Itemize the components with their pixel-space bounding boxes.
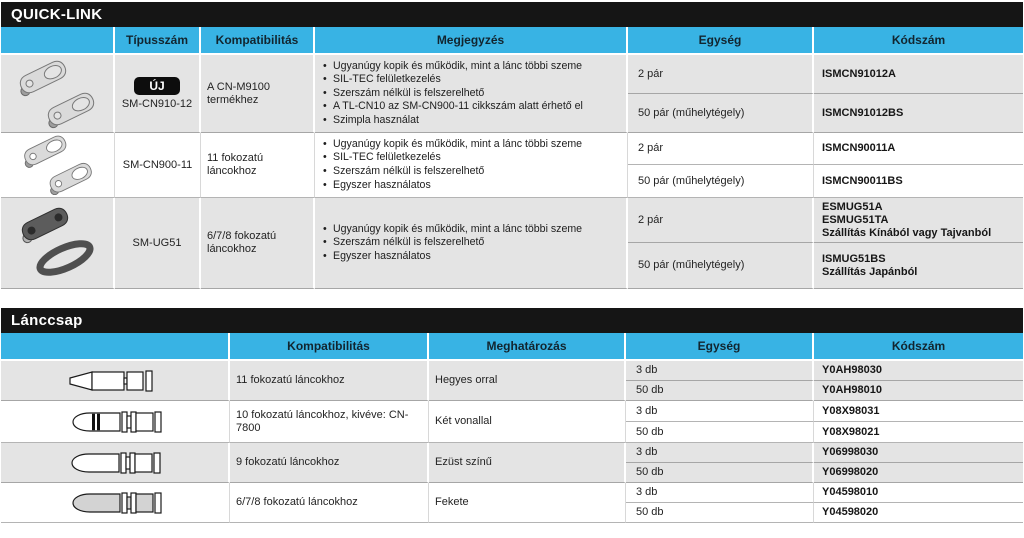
egyseg-cell: 3 db: [626, 401, 814, 422]
tipusszam-cell: SM-CN900-11: [115, 133, 201, 198]
kompatibilitas-cell: 9 fokozatú láncokhoz: [230, 443, 429, 483]
kodszam-cell: ISMCN90011BS: [814, 165, 1023, 198]
meghatarozas-cell: Ezüst színű: [429, 443, 626, 483]
column-header-kodszam: Kódszám: [814, 27, 1023, 55]
lanccsap-title-bar: Lánccsap: [1, 308, 1023, 333]
column-header-kompatibilitas: Kompatibilitás: [230, 333, 429, 361]
note-line: • Ugyanúgy kopik és működik, mint a lánc többi szeme: [323, 223, 620, 237]
quicklink-table: [1, 27, 1023, 289]
table-row: [1, 443, 1023, 463]
product-image-cell: [1, 401, 230, 443]
megjegyzes-cell: [315, 55, 628, 133]
lanccsap-header-row: [1, 333, 1023, 361]
kodszam-cell: Y08X98021: [814, 422, 1023, 443]
meghatarozas-cell: Két vonallal: [429, 401, 626, 443]
egyseg-cell: 3 db: [626, 361, 814, 381]
kodszam-cell: Y0AH98010: [814, 381, 1023, 401]
table-row: [1, 483, 1023, 503]
chain-pin-two-lines-icon: [68, 410, 163, 434]
master-link-dark-icon: [7, 203, 107, 283]
note-line: • SIL-TEC felületkezelés: [323, 151, 621, 165]
kodszam-cell: [814, 198, 1023, 243]
product-image-cell: [1, 55, 115, 133]
table-row: [1, 133, 1023, 165]
table-row: [1, 401, 1023, 422]
kodszam-cell: Y06998020: [814, 463, 1023, 483]
product-image-cell: [1, 133, 115, 198]
tipusszam-cell: SM-UG51: [115, 198, 201, 289]
meghatarozas-cell: Hegyes orral: [429, 361, 626, 401]
egyseg-cell: 3 db: [626, 483, 814, 503]
egyseg-cell: 50 db: [626, 503, 814, 523]
note-line: • Szerszám nélkül is felszerelhető: [323, 87, 620, 101]
new-badge: ÚJ: [134, 77, 179, 95]
kompatibilitas-cell: 6/7/8 fokozatú láncokhoz: [201, 198, 315, 289]
column-header-megjegyzes: Megjegyzés: [315, 27, 628, 55]
egyseg-cell: 50 pár (műhelytégely): [628, 243, 814, 289]
column-header-kodszam: Kódszám: [814, 333, 1023, 361]
shipping-note: Szállítás Kínából vagy Tajvanból: [822, 226, 992, 239]
tipusszam-cell: [115, 55, 201, 133]
megjegyzes-cell: [315, 198, 628, 289]
quicklink-title-bar: QUICK-LINK: [1, 2, 1023, 27]
product-image-cell: [1, 198, 115, 289]
column-header-egyseg: Egység: [626, 333, 814, 361]
table-row: [1, 55, 1023, 94]
column-header-tipusszam: Típusszám: [115, 27, 201, 55]
egyseg-cell: 50 db: [626, 422, 814, 443]
product-image-cell: [1, 483, 230, 523]
kodszam-cell: Y04598020: [814, 503, 1023, 523]
note-line: • SIL-TEC felületkezelés: [323, 73, 620, 87]
kodszam-cell: ISMCN91012A: [814, 55, 1023, 94]
kodszam-cell: Y04598010: [814, 483, 1023, 503]
kodszam-cell: [814, 243, 1023, 289]
kompatibilitas-cell: 10 fokozatú láncokhoz, kivéve: CN-7800: [230, 401, 429, 443]
column-header-meghatarozas: Meghatározás: [429, 333, 626, 361]
megjegyzes-cell: [315, 133, 628, 198]
note-line: • Szimpla használat: [323, 114, 620, 128]
kodszam-cell: Y0AH98030: [814, 361, 1023, 381]
kompatibilitas-cell: 11 fokozatú láncokhoz: [230, 361, 429, 401]
note-line: • A TL-CN10 az SM-CN900-11 cikkszám alatt érhető el: [323, 100, 620, 114]
product-image-cell: [1, 361, 230, 401]
egyseg-cell: 3 db: [626, 443, 814, 463]
kompatibilitas-cell: 6/7/8 fokozatú láncokhoz: [230, 483, 429, 523]
table-gap: [1, 289, 1023, 308]
kodszam-cell: ISMCN90011A: [814, 133, 1023, 165]
chain-pin-pointed-icon: [67, 369, 162, 393]
kodszam-line: ESMUG51TA: [822, 213, 889, 226]
note-line: • Ugyanúgy kopik és működik, mint a lánc többi szeme: [323, 60, 620, 74]
column-header-kompatibilitas: Kompatibilitás: [201, 27, 315, 55]
note-line: • Egyszer használatos: [323, 250, 620, 264]
kodszam-cell: ISMCN91012BS: [814, 94, 1023, 133]
chain-pin-silver-icon: [67, 451, 162, 475]
master-link-silver-icon: [8, 135, 108, 195]
kodszam-cell: Y06998030: [814, 443, 1023, 463]
lanccsap-table: [1, 333, 1023, 523]
product-image-cell: [1, 443, 230, 483]
column-header-image: [1, 27, 115, 55]
shipping-note: Szállítás Japánból: [822, 265, 918, 278]
note-line: • Szerszám nélkül is felszerelhető: [323, 165, 621, 179]
table-row: [1, 361, 1023, 381]
egyseg-cell: 50 pár (műhelytégely): [628, 165, 814, 198]
note-line: • Ugyanúgy kopik és működik, mint a lánc többi szeme: [323, 138, 621, 152]
note-line: • Szerszám nélkül is felszerelhető: [323, 236, 620, 250]
egyseg-cell: 2 pár: [628, 198, 814, 243]
egyseg-cell: 2 pár: [628, 133, 814, 165]
table-row: [1, 198, 1023, 243]
kodszam-cell: Y08X98031: [814, 401, 1023, 422]
egyseg-cell: 50 db: [626, 463, 814, 483]
egyseg-cell: 50 db: [626, 381, 814, 401]
quicklink-header-row: [1, 27, 1023, 55]
egyseg-cell: 50 pár (műhelytégely): [628, 94, 814, 133]
kompatibilitas-cell: A CN-M9100 termékhez: [201, 55, 315, 133]
egyseg-cell: 2 pár: [628, 55, 814, 94]
note-line: • Egyszer használatos: [323, 179, 621, 193]
chain-pin-black-icon: [68, 491, 163, 515]
column-header-egyseg: Egység: [628, 27, 814, 55]
kompatibilitas-cell: 11 fokozatú láncokhoz: [201, 133, 315, 198]
tipusszam-value: SM-CN910-12: [121, 97, 193, 110]
meghatarozas-cell: Fekete: [429, 483, 626, 523]
kodszam-line: ISMUG51BS: [822, 252, 886, 265]
column-header-image: [1, 333, 230, 361]
kodszam-line: ESMUG51A: [822, 200, 883, 213]
master-link-silver-icon: [7, 58, 107, 130]
